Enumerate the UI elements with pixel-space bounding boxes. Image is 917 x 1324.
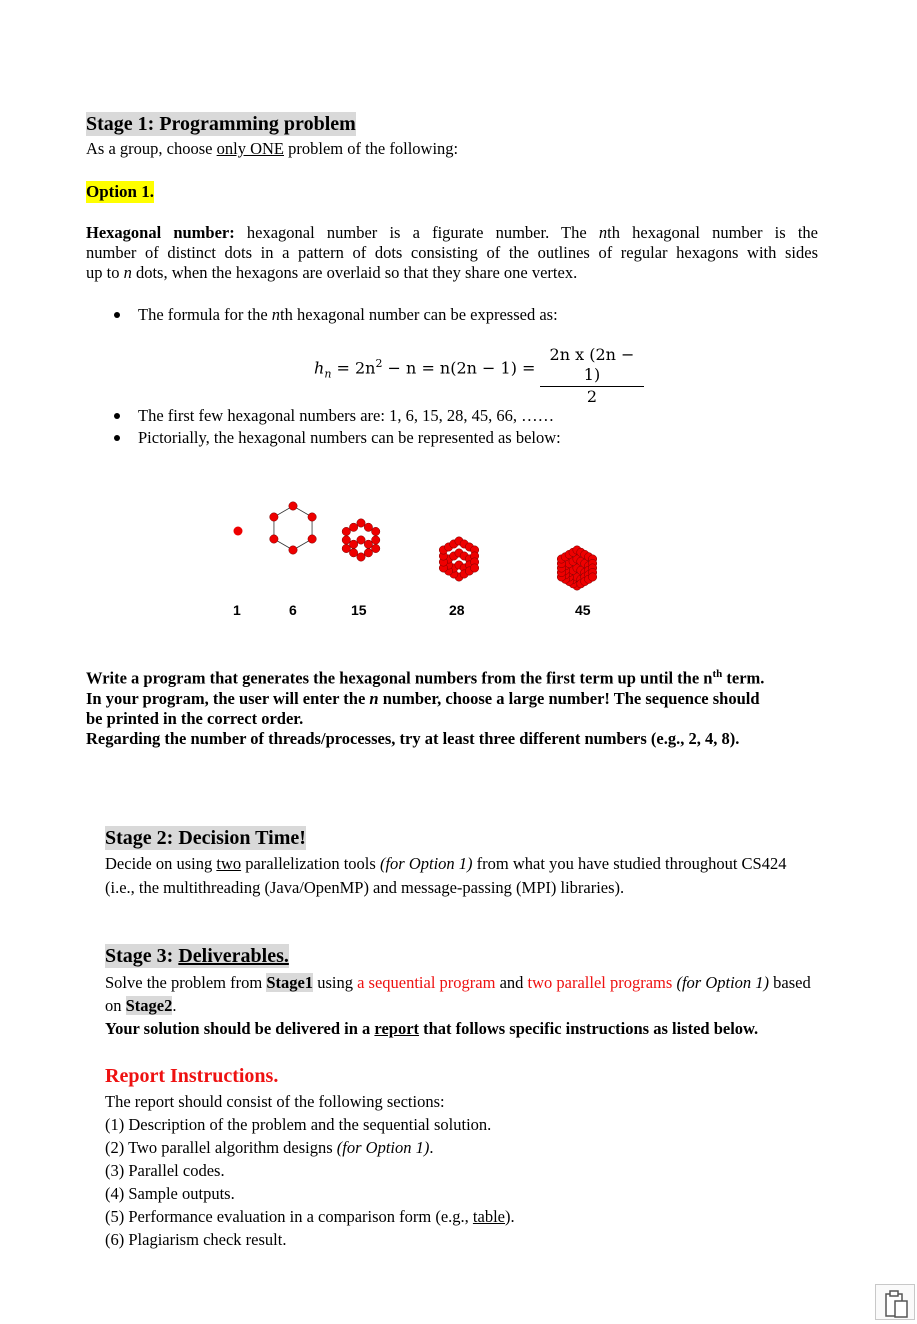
- stage3-body: [105, 971, 811, 1040]
- hex-dot: [364, 540, 372, 548]
- bullet-sequence: The first few hexagonal numbers are: 1, 6, 15, 28, 45, 66, ……: [138, 406, 555, 425]
- figure-label: 6: [289, 602, 297, 618]
- report-heading: Report Instructions.: [105, 1065, 279, 1087]
- report-item: (3) Parallel codes.: [105, 1161, 225, 1180]
- stage2-heading: Stage 2: Decision Time!: [105, 827, 306, 849]
- paste-options-button[interactable]: [875, 1284, 915, 1320]
- formula-left: $h_n = 2n^2 - n = n(2n - 1)$ =: [314, 357, 536, 381]
- stage3-line-3: Your solution should be delivered in a report that follows specific instructions as listed below.: [105, 1019, 759, 1038]
- figure-label: 15: [351, 602, 367, 618]
- clipboard-icon: [876, 1285, 914, 1319]
- bullet-formula-intro: The formula for the nth hexagonal number can be expressed as:: [138, 305, 558, 324]
- report-item: (5) Performance evaluation in a comparison form (e.g., table).: [105, 1207, 515, 1226]
- bullet-pictorial: Pictorially, the hexagonal numbers can be represented as below:: [138, 428, 561, 447]
- hex-dot: [234, 527, 243, 536]
- hex-dot: [308, 535, 316, 543]
- hex-dot: [470, 564, 478, 572]
- hex-dot: [357, 536, 365, 544]
- hex-dot: [349, 523, 357, 531]
- bullet-dot: [114, 312, 120, 318]
- figure-label: 28: [449, 602, 465, 618]
- hex-dot: [372, 527, 380, 535]
- hex-dot: [342, 527, 350, 535]
- report-item: (2) Two parallel algorithm designs (for Option 1).: [105, 1138, 434, 1157]
- task-line-4: Regarding the number of threads/processes, try at least three different numbers (e.g., 2, 4, 8).: [86, 728, 740, 748]
- hex-dot: [270, 535, 278, 543]
- figure-label: 1: [233, 602, 241, 618]
- hex-line-3: up to n dots, when the hexagons are overlaid so that they share one vertex.: [86, 263, 578, 282]
- figure-labels: [220, 602, 660, 624]
- bullet-dot: [114, 435, 120, 441]
- task-line-2: In your program, the user will enter the n number, choose a large number! The sequence should: [86, 688, 760, 708]
- hex-line-1: Hexagonal number: hexagonal number is a figurate number. The nth hexagonal number is the: [86, 223, 818, 242]
- hex-dot: [372, 544, 380, 552]
- hex-dot: [349, 540, 357, 548]
- report-list: [105, 1090, 515, 1251]
- hex-dot: [308, 513, 316, 521]
- hex-dot: [342, 544, 350, 552]
- stage3-heading: Stage 3: Deliverables.: [105, 945, 289, 967]
- hex-outline: [274, 506, 312, 550]
- hex-dot: [364, 549, 372, 557]
- stage2-line-1: Decide on using two parallelization tools (for Option 1) from what you have studied throughout CS424: [105, 854, 787, 873]
- hex-dot: [372, 536, 380, 544]
- task-line-1: Write a program that generates the hexagonal numbers from the first term up until the $n^{th}$ term.: [86, 668, 765, 688]
- stage3-line-2: on Stage2.: [105, 996, 177, 1015]
- hex-dot: [270, 513, 278, 521]
- stage3-line-1: Solve the problem from Stage1 using a sequential program and two parallel programs (for Option 1) based: [105, 973, 811, 992]
- report-item: (4) Sample outputs.: [105, 1184, 235, 1203]
- report-item: (6) Plagiarism check result.: [105, 1230, 287, 1249]
- hex-dot: [342, 536, 350, 544]
- stage2-body: [105, 852, 786, 900]
- hex-paragraph: [86, 223, 818, 283]
- report-intro: The report should consist of the following sections:: [105, 1092, 445, 1111]
- formula-fraction: 2n x (2n − 1) 2: [540, 345, 644, 407]
- hex-dot: [289, 502, 297, 510]
- task-description: [86, 664, 764, 749]
- bullet-dot: [114, 413, 120, 419]
- hex-line-2: number of distinct dots in a pattern of dots consisting of the outlines of regular hexagons with sides: [86, 243, 818, 262]
- stage1-heading: Stage 1: Programming problem: [86, 113, 356, 135]
- report-item: (1) Description of the problem and the sequential solution.: [105, 1115, 492, 1134]
- option-label: Option 1.: [86, 182, 155, 201]
- task-line-3: be printed in the correct order.: [86, 708, 304, 728]
- hex-dot: [357, 553, 365, 561]
- figure-label: 45: [575, 602, 591, 618]
- hex-dot: [289, 546, 297, 554]
- stage2-line-2: (i.e., the multithreading (Java/OpenMP) and message-passing (MPI) libraries).: [105, 878, 625, 897]
- hex-dot: [364, 523, 372, 531]
- hex-dot: [588, 573, 596, 581]
- hex-dot: [349, 549, 357, 557]
- stage1-intro: As a group, choose only ONE problem of the following:: [86, 139, 459, 158]
- hex-dot: [357, 519, 365, 527]
